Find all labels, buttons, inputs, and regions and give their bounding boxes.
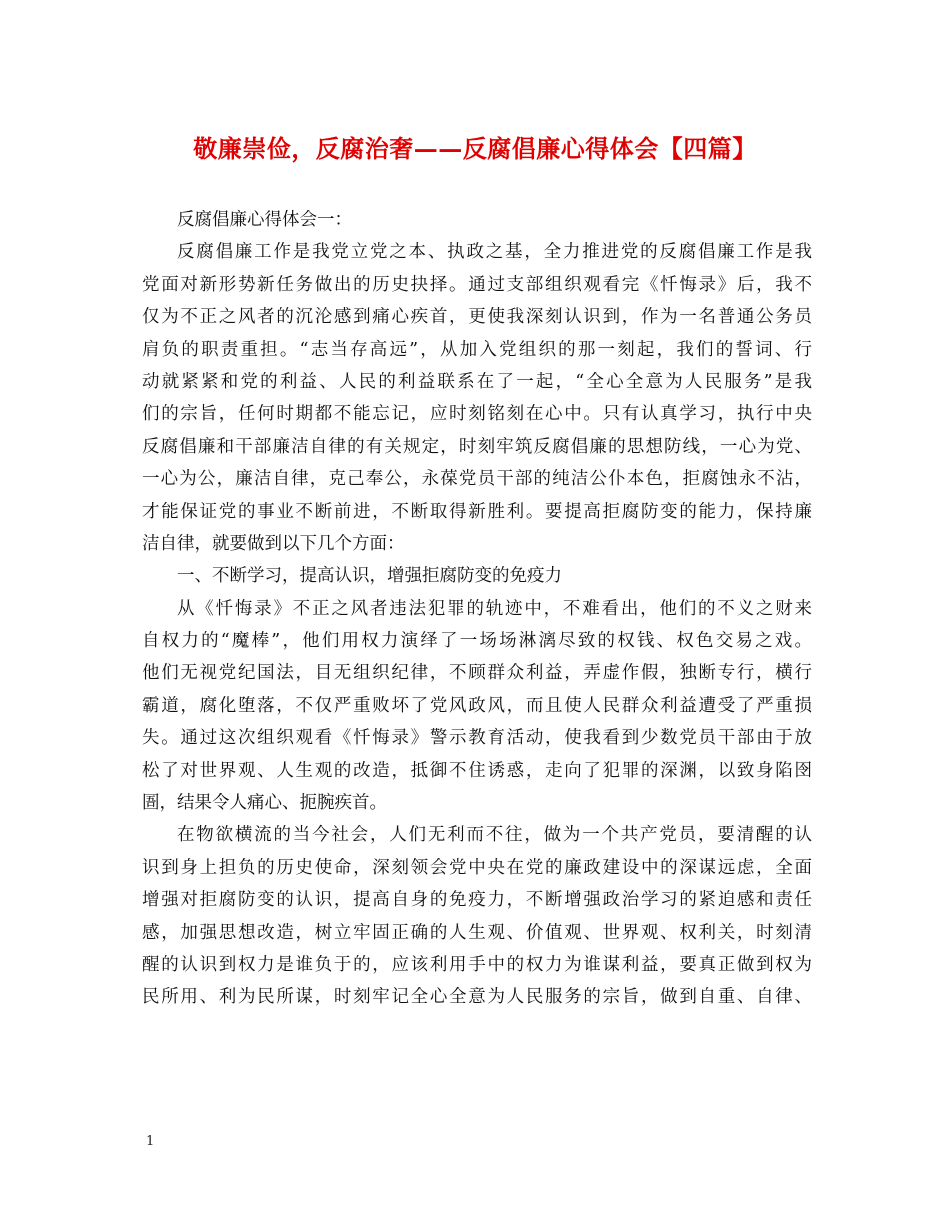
subsection-heading: 一、不断学习，提高认识，增强拒腐防变的免疫力: [177, 566, 562, 587]
paragraph-line: 民所用、利为民所谋，时刻牢记全心全意为人民服务的宗旨，做到自重、自律、: [142, 987, 812, 1008]
page-number: 1: [146, 1134, 155, 1149]
paragraph-line: 仅为不正之风者的沉沦感到痛心疾首，更使我深刻认识到，作为一名普通公务员: [142, 307, 812, 328]
paragraph-line: 们的宗旨，任何时期都不能忘记，应时刻铭刻在心中。只有认真学习，执行中央: [142, 404, 812, 425]
paragraph-line: 识到身上担负的历史使命，深刻领会党中央在党的廉政建设中的深谋远虑，全面: [142, 857, 812, 878]
paragraph-line: 肩负的职责重担。“志当存高远”，从加入党组织的那一刻起，我们的誓词、行: [142, 339, 812, 360]
paragraph-line: 动就紧紧和党的利益、人民的利益联系在了一起，“全心全意为人民服务”是我: [142, 371, 812, 392]
paragraph-line: 反腐倡廉工作是我党立党之本、执政之基，全力推进党的反腐倡廉工作是我: [177, 242, 812, 263]
paragraph-line: 从《忏悔录》不正之风者违法犯罪的轨迹中，不难看出，他们的不义之财来: [177, 598, 812, 619]
paragraph-line: 反腐倡廉和干部廉洁自律的有关规定，时刻牢筑反腐倡廉的思想防线，一心为党、: [142, 436, 812, 457]
section-heading: 反腐倡廉心得体会一：: [177, 210, 352, 230]
paragraph-line: 圄，结果令人痛心、扼腕疾首。: [142, 793, 387, 814]
paragraph-line: 失。通过这次组织观看《忏悔录》警示教育活动，使我看到少数党员干部由于放: [142, 728, 812, 749]
paragraph-line: 感，加强思想改造，树立牢固正确的人生观、价值观、世界观、权利关，时刻清: [142, 922, 812, 943]
paragraph-line: 自权力的“魔棒”，他们用权力演绎了一场场淋漓尽致的权钱、权色交易之戏。: [142, 631, 812, 652]
paragraph-line: 一心为公，廉洁自律，克己奉公，永葆党员干部的纯洁公仆本色，拒腐蚀永不沾，: [142, 469, 812, 490]
paragraph-line: 霸道，腐化堕落，不仅严重败坏了党风政风，而且使人民群众利益遭受了严重损: [142, 695, 812, 716]
document-title: 敬廉崇俭，反腐治奢——反腐倡廉心得体会【四篇】: [193, 134, 757, 163]
paragraph-line: 增强对拒腐防变的认识，提高自身的免疫力，不断增强政治学习的紧迫感和责任: [142, 890, 812, 911]
paragraph-line: 洁自律，就要做到以下几个方面：: [142, 533, 405, 554]
paragraph-line: 在物欲横流的当今社会，人们无利而不往，做为一个共产党员，要清醒的认: [177, 825, 812, 846]
paragraph-line: 醒的认识到权力是谁负于的，应该利用手中的权力为谁谋利益，要真正做到权为: [142, 954, 812, 975]
paragraph-line: 他们无视党纪国法，目无组织纪律，不顾群众利益，弄虚作假，独断专行，横行: [142, 663, 812, 684]
document-body: [142, 204, 812, 1014]
paragraph-line: 松了对世界观、人生观的改造，抵御不住诱惑，走向了犯罪的深渊，以致身陷囹: [142, 760, 812, 781]
paragraph-line: 才能保证党的事业不断前进，不断取得新胜利。要提高拒腐防变的能力，保持廉: [142, 501, 812, 522]
paragraph-line: 党面对新形势新任务做出的历史抉择。通过支部组织观看完《忏悔录》后，我不: [142, 274, 812, 295]
